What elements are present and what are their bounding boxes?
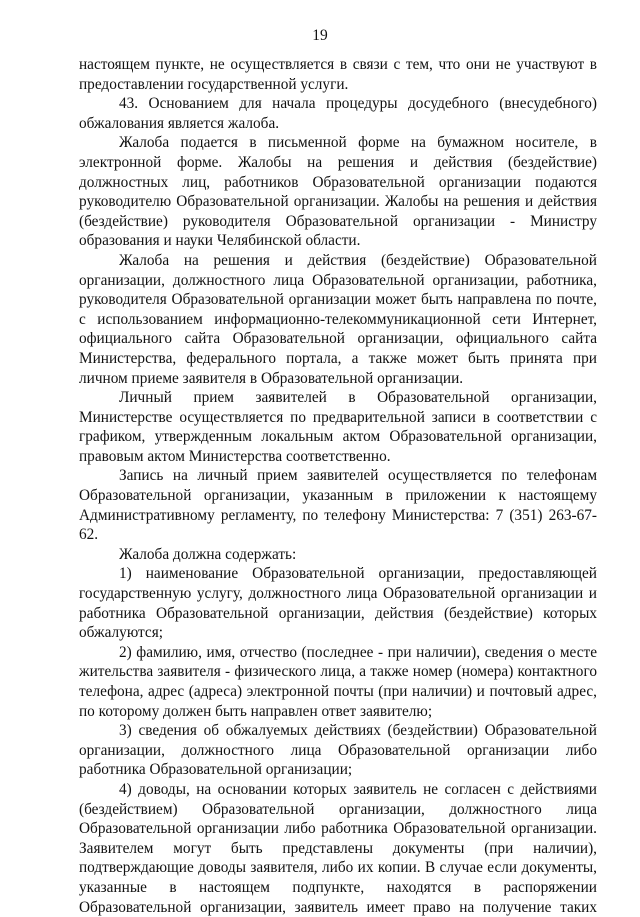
paragraph-continuation: настоящем пункте, не осуществляется в связи с тем, что они не участвуют в предоставлении государственной услуги. <box>79 56 597 93</box>
list-item-2: 2) фамилию, имя, отчество (последнее - при наличии), сведения о месте жительства заявителя - физического лица, а также номер (номера) контактного телефона, адрес (адреса) электронной почты (при наличии) и почтовый адрес, по которому должен быть направлен ответ заявителю; <box>79 643 597 720</box>
list-item-1: 1) наименование Образовательной организации, предоставляющей государственную услугу, должностного лица Образовательной организации и работника Образовательной организации, действия (бездействие) которых обжалуются; <box>79 565 597 642</box>
paragraph-appointment-phone: Запись на личный прием заявителей осуществляется по телефонам Образовательной организации, указанным в приложении к настоящему Административному регламенту, по телефону Министерства: 7 (351) 263-67-62. <box>79 467 597 544</box>
paragraph-43-grounds: 43. Основанием для начала процедуры досудебного (внесудебного) обжалования является жалоба. <box>79 95 597 132</box>
body-text <box>79 55 597 917</box>
paragraph-complaint-contents: Жалоба должна содержать: <box>119 545 297 563</box>
list-item-4: 4) доводы, на основании которых заявитель не согласен с действиями (бездействием) Образовательной организации, должностного лица Образовательной организации либо работника Образовательной организации. Заявителем могут быть представлены документы (при наличии), подтверждающие доводы заявителя, либо их копии. В случае если документы, указанные в настоящем подпункте, находятся в распоряжении Образовательной организации, заявитель имеет право на получение таких <box>79 780 597 916</box>
paragraph-personal-reception: Личный прием заявителей в Образовательной организации, Министерстве осуществляется по предварительной записи в соответствии с графиком, утвержденным локальным актом Образовательной организации, правовым актом Министерства соответственно. <box>79 389 597 465</box>
list-item-3: 3) сведения об обжалуемых действиях (бездействии) Образовательной организации, должностного лица Образовательной организации либо работника Образовательной организации; <box>79 722 597 779</box>
paragraph-complaint-form: Жалоба подается в письменной форме на бумажном носителе, в электронной форме. Жалобы на решения и действия (бездействие) должностных лиц, работников Образовательной организации подаются руководителю Образовательной организации. Жалобы на решения и действия (бездействие) руководителя Образовательной организации - Министру образования и науки Челябинской области. <box>79 134 597 250</box>
paragraph-complaint-channels: Жалоба на решения и действия (бездействие) Образовательной организации, должностного лица Образовательной организации, работника, руководителя Образовательной организации может быть направлена по почте, с использованием информационно-телекоммуникационной сети Интернет, официального сайта Образовательной организации, официального сайта Министерства, федерального портала, а также может быть принята при личном приеме заявителя в Образовательной организации. <box>79 251 597 387</box>
page-number: 19 <box>312 27 328 44</box>
